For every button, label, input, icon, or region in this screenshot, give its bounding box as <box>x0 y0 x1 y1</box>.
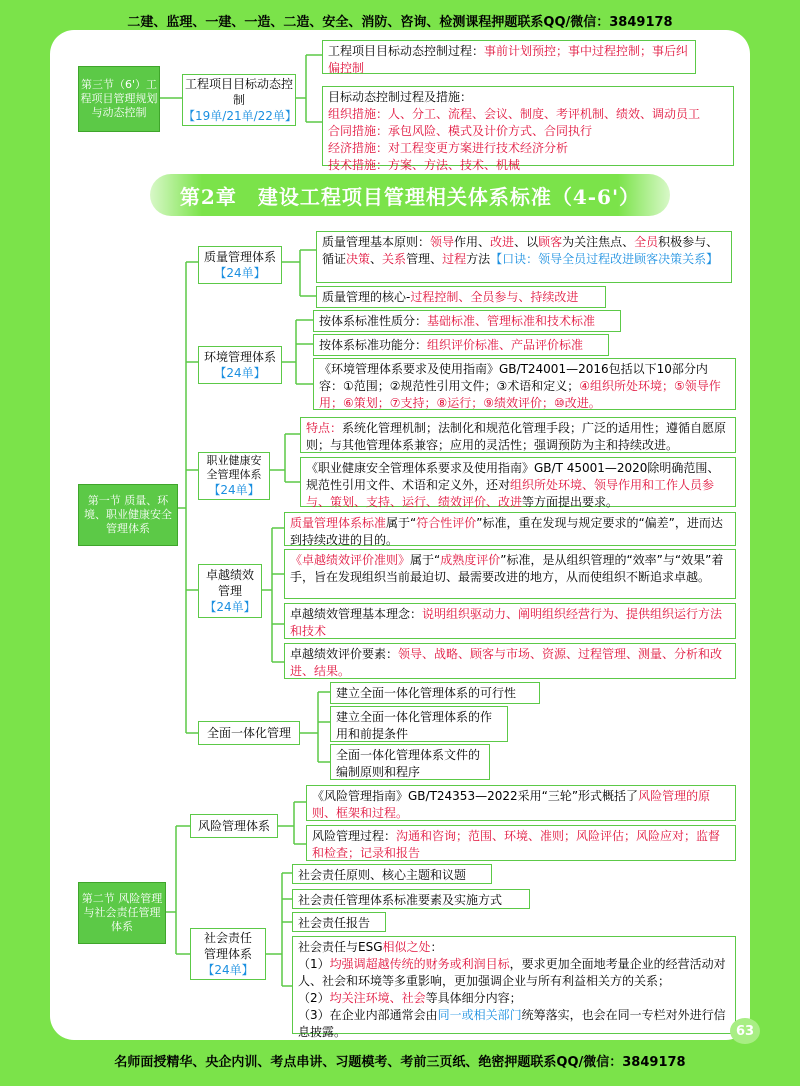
esg-comparison-box: 社会责任与ESG相似之处： （1）均强调超越传统的财务或利润目标，要求更加全面地考量企业的经营活动对人、社会和环境等多重影响，更加强调企业与所有利益相关方的关系； （2）均关注环境、社会等具体细分内容； （3）在企业内部通常会由同一或相关部门统筹落实，也会在同一专栏对外进行信息披露。 <box>292 936 736 1034</box>
ohs-guide-box: 《职业健康安全管理体系要求及使用指南》GB/T 45001—2020除明确范围、规范性引用文件、术语和定义外，还对组织所处环境、领导作用和工作人员参与、策划、支持、运行、绩效评价、改进等方面提出要求。 <box>300 457 736 507</box>
environment-system-node: 环境管理体系 【24单】 <box>198 346 282 384</box>
exam-tag: 【24单】 <box>204 600 256 614</box>
section-3-label <box>78 66 160 132</box>
excellence-node: 卓越绩效管理 【24单】 <box>198 564 262 618</box>
excellence-elements-box: 卓越绩效评价要素：领导、战略、顾客与市场、资源、过程管理、测量、分析和改进、结果。 <box>284 643 736 679</box>
excellence-criteria-box: 《卓越绩效评价准则》属于“成熟度评价”标准，是从组织管理的“效率”与“效果”着手，旨在发现组织当前最迫切、最需要改进的地方，从而使组织不断追求卓越。 <box>284 549 736 599</box>
risk-process-box: 风险管理过程：沟通和咨询；范围、环境、准则；风险评估；风险应对；监督和检查；记录和报告 <box>306 825 736 861</box>
social-item-1: 社会责任原则、核心主题和议题 <box>292 864 492 884</box>
env-standard-nature-box: 按体系标准性质分：基础标准、管理标准和技术标准 <box>313 310 621 332</box>
quality-core-box: 质量管理的核心-过程控制、全员参与、持续改进 <box>316 286 606 308</box>
measure-economic: 经济措施：对工程变更方案进行技术经济分析 <box>328 141 569 155</box>
exam-tag: 【24单】 <box>214 266 266 280</box>
ohs-system-node: 职业健康安全管理体系 【24单】 <box>198 452 270 500</box>
integrated-item-3: 全面一体化管理体系文件的编制原则和程序 <box>330 744 490 780</box>
section-3-text: 第三节（6'）工程项目管理规划与动态控制 <box>80 78 158 119</box>
chapter-title: 第2章 建设工程项目管理相关体系标准（4-6'） <box>150 174 670 216</box>
exam-tag: 【24单】 <box>214 366 266 380</box>
page-number: 63 <box>730 1018 760 1044</box>
social-item-3: 社会责任报告 <box>292 912 386 932</box>
dynamic-control-process-box <box>322 40 696 74</box>
risk-guide-box: 《风险管理指南》GB/T24353—2022采用“三轮”形式概括了风险管理的原则、框架和过程。 <box>306 785 736 821</box>
header-contact: 二建、监理、一建、一造、二造、安全、消防、咨询、检测课程押题联系QQ/微信：3849178 <box>127 15 673 30</box>
section-2-text: 第二节 风险管理与社会责任管理体系 <box>81 892 163 933</box>
quality-principles-box: 质量管理基本原则：领导作用、改进、以顾客为关注焦点、全员积极参与、循证决策、关系管理、过程方法【口诀：领导全员过程改进顾客决策关系】 <box>316 231 732 283</box>
section-1-label <box>78 484 178 546</box>
excellence-quality-standard-box: 质量管理体系标准属于“符合性评价”标准，重在发现与规定要求的“偏差”，进而达到持续改进的目的。 <box>284 512 736 546</box>
measures-title: 目标动态控制过程及措施： <box>328 90 473 104</box>
social-responsibility-node: 社会责任管理体系 【24单】 <box>190 928 266 980</box>
section-1-text: 第一节 质量、环境、职业健康安全管理体系 <box>84 494 172 535</box>
quality-system-node: 质量管理体系 【24单】 <box>198 246 282 284</box>
section-2-label <box>78 882 166 944</box>
dynamic-control-node <box>182 74 296 126</box>
exam-tag: 【19单/21单/22单】 <box>183 109 297 123</box>
box-highlight: 事前计划预控；事中过程控制；事后纠偏控制 <box>328 44 689 75</box>
node-label: 工程项目目标动态控制 <box>184 77 293 107</box>
exam-tag: 【24单】 <box>208 483 260 497</box>
risk-system-node: 风险管理体系 <box>190 814 278 838</box>
integrated-management-node: 全面一体化管理 <box>198 721 300 745</box>
excellence-concept-box: 卓越绩效管理基本理念：说明组织驱动力、阐明组织经营行为、提供组织运行方法和技术 <box>284 603 736 639</box>
exam-tag: 【24单】 <box>202 963 254 977</box>
measure-org: 组织措施：人、分工、流程、会议、制度、考评机制、绩效、调动员工 <box>328 107 701 121</box>
footer-contact: 名师面授精华、央企内训、考点串讲、习题模考、考前三页纸、绝密押题联系QQ/微信：3849178 <box>114 1055 686 1070</box>
ohs-features-box: 特点：系统化管理机制；法制化和规范化管理手段；广泛的适用性；遵循自愿原则；与其他管理体系兼容；应用的灵活性；强调预防为主和持续改进。 <box>300 417 736 453</box>
env-standard-function-box: 按体系标准功能分：组织评价标准、产品评价标准 <box>313 334 609 356</box>
measure-technical: 技术措施：方案、方法、技术、机械 <box>328 158 521 172</box>
box-lead: 工程项目目标动态控制过程： <box>328 44 485 58</box>
integrated-item-1: 建立全面一体化管理体系的可行性 <box>330 682 540 704</box>
social-item-2: 社会责任管理体系标准要素及实施方式 <box>292 889 530 909</box>
integrated-item-2: 建立全面一体化管理体系的作用和前提条件 <box>330 706 508 742</box>
env-guide-box: 《环境管理体系要求及使用指南》GB/T24001—2016包括以下10部分内容：①范围；②规范性引用文件；③术语和定义；④组织所处环境；⑤领导作用；⑥策划；⑦支持；⑧运行；⑨绩效评价；⑩改进。 <box>313 358 736 410</box>
measure-contract: 合同措施：承包风险、模式及计价方式、合同执行 <box>328 124 593 138</box>
control-measures-box <box>322 86 734 172</box>
